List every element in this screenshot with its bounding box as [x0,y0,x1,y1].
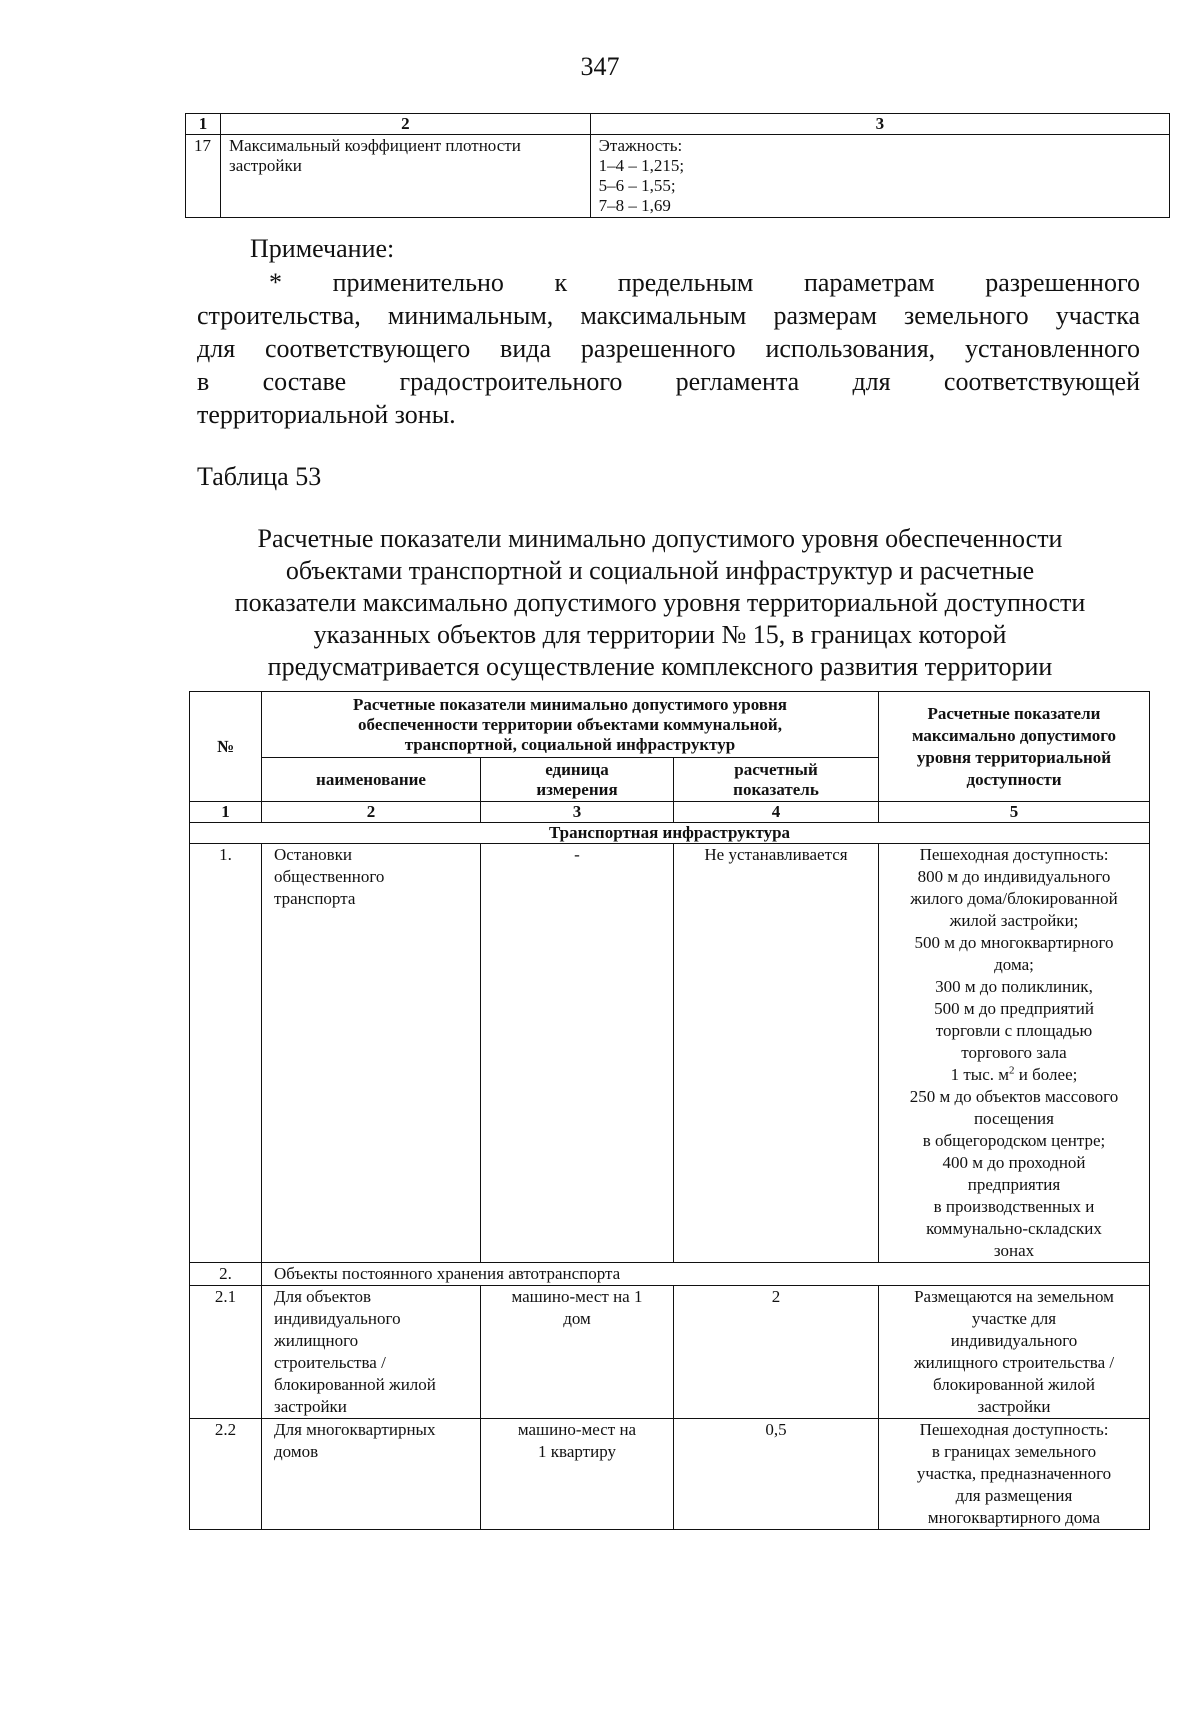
title-line: объектами транспортной и социальной инфраструктур и расчетные [285,556,1035,585]
header-name: наименование [262,758,481,802]
text-line: машино-мест на [517,1420,637,1439]
row-value: Не устанавливается [674,844,879,1263]
row-unit [481,1286,674,1419]
text-line: 250 м до объектов массового [909,1087,1119,1106]
section-title: Транспортная инфраструктура [190,823,1150,844]
text-line: коммунально-складских [926,1219,1102,1238]
text-line: застройки [274,1397,347,1416]
title-line: указанных объектов для территории № 15, в границах которой [313,620,1007,649]
row-access [879,844,1150,1263]
note-line: для соответствующего вида разрешенного использования, установленного [197,334,1140,363]
previous-table [185,113,1170,218]
table-row [190,844,1150,1263]
text-line: посещения [974,1109,1054,1128]
text-line: жилищного [274,1331,359,1350]
row-name [262,1286,481,1419]
header-group [262,692,879,758]
text-line: обеспеченности территории объектами коммунальной, [358,714,782,734]
header-cell: 2 [220,114,590,135]
text-line [883,1064,1145,1086]
col-number: 2 [262,802,481,823]
text-line: 1–4 – 1,215; [598,156,685,175]
row-access [879,1419,1150,1530]
text-part: и более; [1014,1065,1078,1084]
text-line: дом [563,1309,591,1328]
table-header-row [186,114,1170,135]
title-line: показатели максимально допустимого уровня территориальной доступности [234,588,1086,617]
text-line: индивидуального [950,1331,1078,1350]
text-line: транспортной, социальной инфраструктур [404,734,736,754]
text-line: общественного [274,867,385,886]
text-line: для размещения [955,1486,1073,1505]
text-line: жилой застройки; [949,911,1079,930]
text-line: Этажность: [598,136,683,155]
header-cell: 1 [186,114,221,135]
text-line: жилищного строительства / [913,1353,1115,1372]
text-line: в общегородском центре; [922,1131,1106,1150]
text-line: блокированной жилой [933,1375,1095,1394]
table-row [190,1419,1150,1530]
text-line: расчетный [734,759,818,779]
text-line: зонах [993,1241,1035,1260]
header-access [879,692,1150,802]
text-line: максимально допустимого [911,725,1117,745]
table-title [180,523,1140,683]
row-value: 2 [674,1286,879,1419]
table-label: Таблица 53 [197,462,322,491]
title-line: Расчетные показатели минимально допустимого уровня обеспеченности [257,524,1063,553]
row-name [220,135,590,218]
col-number: 1 [190,802,262,823]
text-line: застройки [228,156,302,175]
row-number: 2.1 [190,1286,262,1419]
col-number: 5 [879,802,1150,823]
text-line: жилого дома/блокированной [910,889,1118,908]
text-line: 300 м до поликлиник, [935,977,1093,996]
column-numbers-row [190,802,1150,823]
text-line: 800 м до индивидуального [917,867,1111,886]
row-name: Объекты постоянного хранения автотранспорта [262,1263,1150,1286]
col-number: 3 [481,802,674,823]
note-line: территориальной зоны. [197,400,456,429]
row-number: 2.2 [190,1419,262,1530]
text-line: 1 квартиру [538,1442,616,1461]
text-line: Пешеходная доступность: [919,845,1109,864]
row-value: 0,5 [674,1419,879,1530]
text-line: торговли с площадью [935,1021,1093,1040]
superscript: 2 [1009,1064,1015,1077]
section-row [190,823,1150,844]
row-number: 17 [186,135,221,218]
row-name [262,844,481,1263]
text-part: 1 тыс. м [950,1065,1010,1084]
text-line: дома; [994,955,1034,974]
text-line: участка, предназначенного [916,1464,1112,1483]
row-number: 1. [190,844,262,1263]
text-line: блокированной жилой [274,1375,436,1394]
text-line: 500 м до предприятий [934,999,1094,1018]
header-value [674,758,879,802]
table-row [190,1286,1150,1419]
text-line: 500 м до многоквартирного [914,933,1114,952]
header-cell: 3 [590,114,1169,135]
text-line: Размещаются на земельном [914,1287,1114,1306]
text-line: 5–6 – 1,55; [598,176,676,195]
note-line: * применительно к предельным параметрам разрешенного [269,268,1140,297]
table-row [186,135,1170,218]
text-line: измерения [536,779,618,799]
text-line: строительства / [274,1353,386,1372]
text-line: уровня территориальной [916,747,1112,767]
text-line: в границах земельного [931,1442,1097,1461]
table-53 [189,691,1150,1530]
text-line: Пешеходная доступность: [919,1420,1109,1439]
text-line: участке для [971,1309,1057,1328]
text-line: застройки [977,1397,1051,1416]
row-number: 2. [190,1263,262,1286]
row-name [262,1419,481,1530]
text-line: Максимальный коэффициент плотности [228,136,521,155]
text-line: Расчетные показатели [927,703,1101,723]
text-line: транспорта [274,889,356,908]
note-line: в составе градостроительного регламента для соответствующей [197,367,1140,396]
row-access [879,1286,1150,1419]
text-line: Остановки [274,845,352,864]
text-line: Для многоквартирных [274,1420,436,1439]
text-line: Расчетные показатели минимально допустимого уровня [353,694,787,714]
text-line: 7–8 – 1,69 [598,196,671,215]
text-line: домов [274,1442,319,1461]
text-line: индивидуального [274,1309,401,1328]
table-header-row [190,692,1150,758]
page-number: 347 [580,52,620,81]
note-body [197,266,1140,431]
row-value [590,135,1169,218]
note-title: Примечание: [250,234,395,263]
row-unit [481,1419,674,1530]
text-line: единица [545,759,609,779]
row-unit: - [481,844,674,1263]
note-line: строительства, минимальным, максимальным размерам земельного участка [197,301,1140,330]
text-line: 400 м до проходной [942,1153,1086,1172]
header-num: № [190,692,262,802]
text-line: показатель [733,779,819,799]
title-line: предусматривается осуществление комплексного развития территории [267,652,1053,681]
text-line: предприятия [967,1175,1061,1194]
text-line: доступности [966,769,1062,789]
table-row [190,1263,1150,1286]
text-line: многоквартирного дома [927,1508,1101,1527]
text-line: торгового зала [961,1043,1067,1062]
text-line: машино-мест на 1 [511,1287,643,1306]
text-line: Для объектов [274,1287,371,1306]
text-line: в производственных и [933,1197,1095,1216]
col-number: 4 [674,802,879,823]
header-unit [481,758,674,802]
